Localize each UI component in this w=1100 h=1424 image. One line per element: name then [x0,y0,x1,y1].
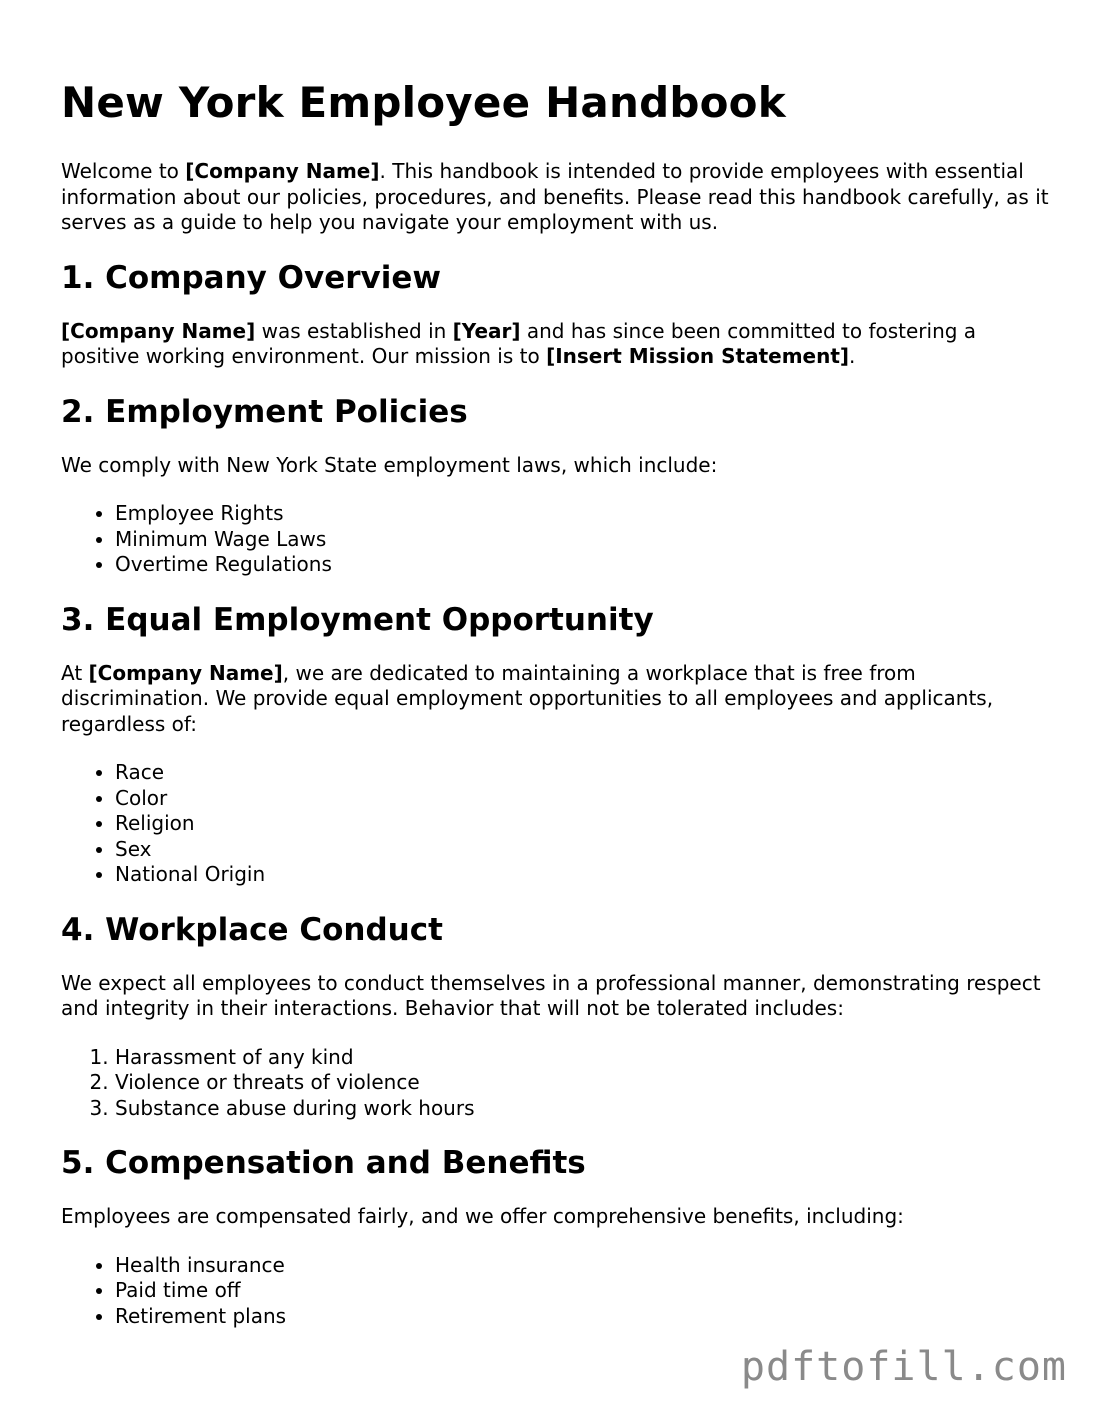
list-item: • Retirement plans [115,1304,1051,1330]
workplace-conduct-list [61,1045,1051,1122]
intro-text-post: . This handbook is intended to provide employees with essential information about our policies, procedures, and benefits. Please read this handbook carefully, as it serves as a guide to help you navigate your employment with us. [61,159,1049,234]
list-item: • Sex [115,837,1051,863]
equal-employment-paragraph [61,661,1051,738]
list-item: 1. Harassment of any kind [115,1045,1051,1071]
eeo-company-name: [Company Name] [88,660,283,685]
section-heading-workplace-conduct: 4. Workplace Conduct [61,911,443,948]
equal-employment-list [61,760,1051,888]
compensation-benefits-paragraph: Employees are compensated fairly, and we offer comprehensive benefits, including: [61,1204,904,1228]
company-overview-paragraph [61,319,1051,370]
list-item: • Minimum Wage Laws [115,527,1051,553]
eeo-text-post: , we are dedicated to maintaining a workplace that is free from discrimination. We provide equal employment opportunities to all employees and applicants, regardless of: [61,660,994,736]
overview-text-1: was established in [255,318,453,343]
list-item: • National Origin [115,862,1051,888]
list-item: • Health insurance [115,1253,1051,1279]
list-item: • Paid time off [115,1278,1051,1304]
overview-company-name: [Company Name] [61,318,256,343]
workplace-conduct-paragraph: We expect all employees to conduct themselves in a professional manner, demonstrating respect and integrity in their interactions. Behavior that will not be tolerated includes: [61,970,1041,1020]
overview-text-2: and has since been committed to fostering a positive working environment. Our mission is to [61,318,977,368]
list-item: • Religion [115,811,1051,837]
intro-text-pre: Welcome to [61,159,186,183]
list-item: 3. Substance abuse during work hours [115,1096,1051,1122]
section-heading-company-overview: 1. Company Overview [61,259,442,296]
section-heading-equal-employment: 3. Equal Employment Opportunity [61,601,654,638]
page-title: New York Employee Handbook [61,78,786,127]
eeo-text-pre: At [61,660,89,685]
overview-text-3: . [849,344,856,368]
list-item: • Employee Rights [115,501,1051,527]
list-item: • Color [115,786,1051,812]
employment-policies-list [61,501,1051,578]
overview-year: [Year] [452,318,521,343]
overview-mission-statement: [Insert Mission Statement] [546,344,850,368]
section-heading-compensation-benefits: 5. Compensation and Benefits [61,1145,586,1181]
section-heading-employment-policies: 2. Employment Policies [61,393,468,430]
intro-paragraph [61,159,1051,236]
compensation-benefits-list [61,1253,1051,1330]
intro-company-name: [Company Name] [185,159,380,183]
employment-policies-paragraph: We comply with New York State employment laws, which include: [61,452,718,477]
document-body [61,78,1051,1352]
list-item: 2. Violence or threats of violence [115,1070,1051,1096]
list-item: • Race [115,760,1051,786]
list-item: • Overtime Regulations [115,552,1051,578]
watermark-logo: pdftofill.com [740,1344,1067,1390]
